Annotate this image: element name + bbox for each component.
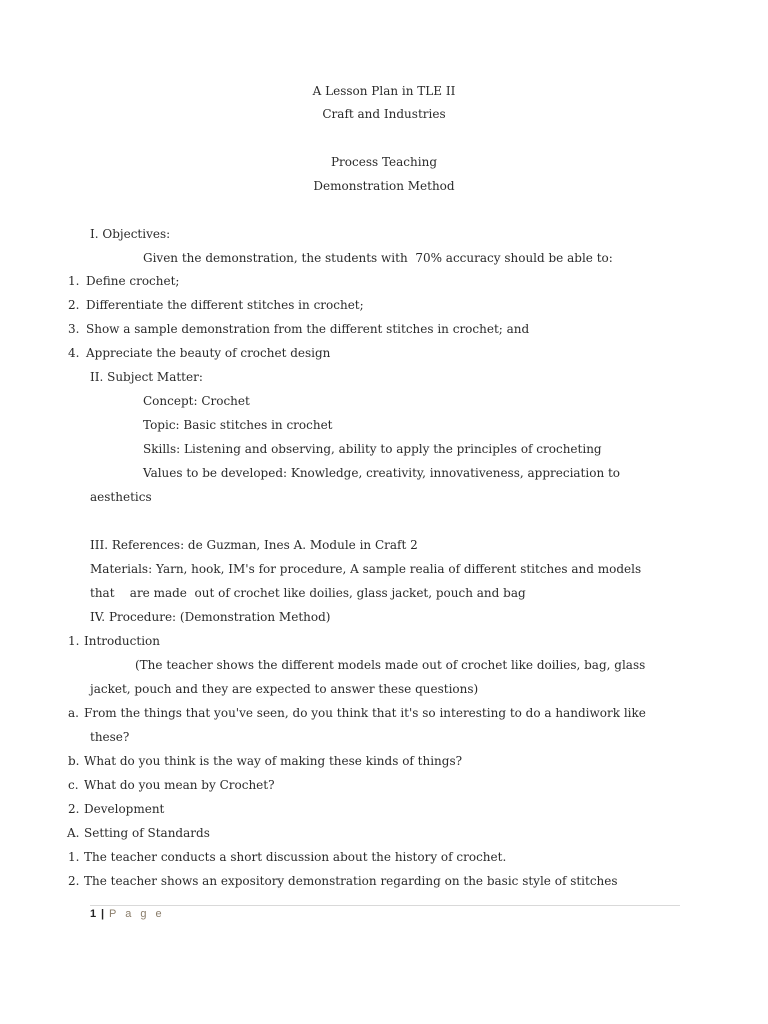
subject-topic: Topic: Basic stitches in crochet [143,418,333,432]
introduction-paragraph-line-1: (The teacher shows the different models made out of crochet like doilies, bag, glass [135,658,646,672]
page-label: P a g e [109,908,165,920]
objective-3-number: 3. [68,322,80,336]
question-a-letter: a. [68,706,79,720]
objective-2-text: Differentiate the different stitches in crochet; [86,298,364,312]
references-line: III. References: de Guzman, Ines A. Module in Craft 2 [90,538,418,552]
procedure-heading: IV. Procedure: (Demonstration Method) [90,610,331,624]
objective-3-text: Show a sample demonstration from the different stitches in crochet; and [86,322,530,336]
objective-1-number: 1. [68,274,80,288]
materials-line-2: that are made out of crochet like doilies, glass jacket, pouch and bag [90,586,526,600]
materials-line-1: Materials: Yarn, hook, IM's for procedure, A sample realia of different stitches and models [90,562,642,576]
question-a-line-1: From the things that you've seen, do you think that it's so interesting to do a handiwork like [84,706,646,720]
step-1-number: 1. [68,850,80,864]
development-label: Development [84,802,165,816]
standards-letter: A. [67,826,80,840]
development-number: 2. [68,802,80,816]
introduction-number: 1. [68,634,80,648]
title-line-3: Process Teaching [330,155,437,169]
title-line-1: A Lesson Plan in TLE II [312,84,456,98]
question-a-line-2: these? [90,730,130,744]
subject-matter-heading: II. Subject Matter: [90,370,203,384]
introduction-label: Introduction [84,634,160,648]
question-c-text: What do you mean by Crochet? [84,778,275,792]
question-b-letter: b. [68,754,80,768]
page-number: 1 [90,908,97,920]
question-c-letter: c. [68,778,79,792]
question-b-text: What do you think is the way of making these kinds of things? [84,754,463,768]
subject-skills: Skills: Listening and observing, ability to apply the principles of crocheting [143,442,602,456]
subject-values-line-1: Values to be developed: Knowledge, creativity, innovativeness, appreciation to [143,466,621,480]
step-1-text: The teacher conducts a short discussion about the history of crochet. [84,850,507,864]
page-separator: | [101,908,105,920]
objective-4-text: Appreciate the beauty of crochet design [86,346,331,360]
objective-2-number: 2. [68,298,80,312]
title-line-2: Craft and Industries [322,107,446,121]
subject-values-line-2: aesthetics [90,490,152,504]
subject-concept: Concept: Crochet [143,394,250,408]
objectives-heading: I. Objectives: [90,227,171,241]
footer-divider [90,905,680,906]
objective-1-text: Define crochet; [86,274,180,288]
introduction-paragraph-line-2: jacket, pouch and they are expected to answer these questions) [90,682,479,696]
objectives-intro: Given the demonstration, the students with 70% accuracy should be able to: [143,251,613,265]
step-2-text: The teacher shows an expository demonstration regarding on the basic style of stitches [84,874,618,888]
standards-label: Setting of Standards [84,826,210,840]
title-line-4: Demonstration Method [313,179,455,193]
objective-4-number: 4. [68,346,80,360]
step-2-number: 2. [68,874,80,888]
